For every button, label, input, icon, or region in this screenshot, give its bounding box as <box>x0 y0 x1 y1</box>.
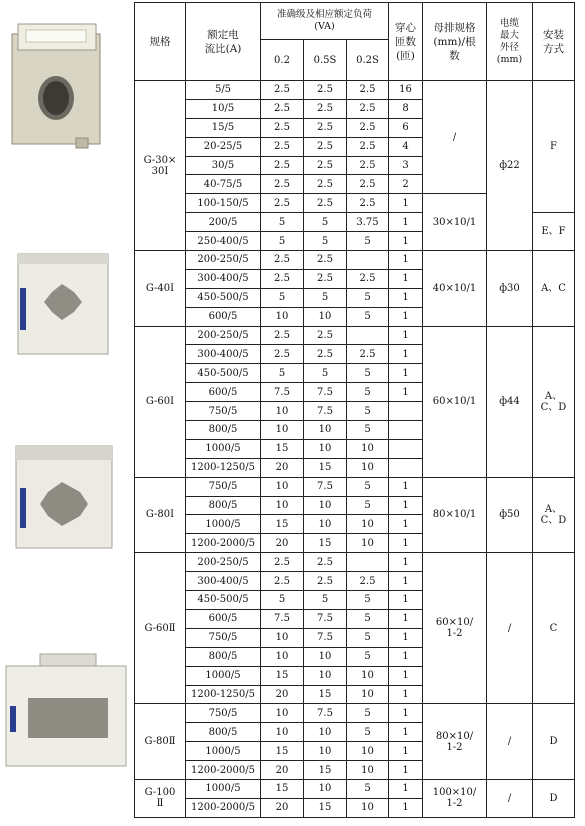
acc-0.2s-cell: 10 <box>347 666 389 685</box>
acc-0.2s-cell: 2.5 <box>347 99 389 118</box>
acc-0.2s-cell: 5 <box>347 779 389 798</box>
acc-0.5s-cell: 2.5 <box>304 194 347 213</box>
cable-cell: / <box>487 553 533 704</box>
turns-cell: 1 <box>389 779 423 798</box>
acc-0.2s-cell: 5 <box>347 232 389 251</box>
acc-0.5s-cell: 10 <box>304 515 347 534</box>
ratio-cell: 1200-1250/5 <box>186 458 261 477</box>
acc-0.2s-cell: 5 <box>347 383 389 402</box>
busbar-cell: 40×10/1 <box>423 251 487 327</box>
acc-0.5s-cell: 2.5 <box>304 137 347 156</box>
turns-cell: 3 <box>389 156 423 175</box>
photo-g80-100-transformer <box>2 652 130 770</box>
acc-0.2s-cell: 5 <box>347 496 389 515</box>
acc-0.2s-cell <box>347 553 389 572</box>
turns-cell: 1 <box>389 194 423 213</box>
acc-0.2s-cell: 2.5 <box>347 118 389 137</box>
acc-0.5s-cell: 10 <box>304 742 347 761</box>
acc-0.5s-cell: 10 <box>304 307 347 326</box>
model-cell: G-30× 30I <box>135 81 186 251</box>
acc-0.5s-cell: 2.5 <box>304 99 347 118</box>
turns-cell: 1 <box>389 609 423 628</box>
acc-0.2s-cell: 5 <box>347 288 389 307</box>
ratio-cell: 15/5 <box>186 118 261 137</box>
mount-cell: E、F <box>533 213 575 251</box>
turns-cell: 1 <box>389 269 423 288</box>
acc-0.5s-cell: 7.5 <box>304 383 347 402</box>
acc-0.2-cell: 10 <box>261 496 304 515</box>
acc-0.2s-cell: 5 <box>347 704 389 723</box>
acc-0.2s-cell: 5 <box>347 477 389 496</box>
mount-cell: F <box>533 81 575 213</box>
turns-cell: 1 <box>389 553 423 572</box>
table-row <box>135 553 575 572</box>
turns-cell: 1 <box>389 326 423 345</box>
ratio-cell: 1000/5 <box>186 515 261 534</box>
acc-0.5s-cell: 7.5 <box>304 477 347 496</box>
acc-0.2-cell: 2.5 <box>261 572 304 591</box>
ratio-cell: 800/5 <box>186 496 261 515</box>
turns-cell: 1 <box>389 572 423 591</box>
ratio-cell: 450-500/5 <box>186 591 261 610</box>
acc-0.2-cell: 7.5 <box>261 609 304 628</box>
ratio-cell: 800/5 <box>186 421 261 440</box>
ratio-cell: 250-400/5 <box>186 232 261 251</box>
acc-0.5s-cell: 2.5 <box>304 156 347 175</box>
model-cell: G-60I <box>135 326 186 477</box>
header-acc-0.5s: 0.5S <box>304 40 347 81</box>
header-acc-0.2: 0.2 <box>261 40 304 81</box>
acc-0.2s-cell: 5 <box>347 364 389 383</box>
ratio-cell: 1200-2000/5 <box>186 761 261 780</box>
cable-cell: ф44 <box>487 326 533 477</box>
acc-0.2-cell: 20 <box>261 761 304 780</box>
acc-0.2-cell: 10 <box>261 628 304 647</box>
photo-g30-transformer <box>4 20 114 160</box>
turns-cell: 1 <box>389 685 423 704</box>
acc-0.2s-cell <box>347 251 389 270</box>
table-row <box>135 251 575 270</box>
ratio-cell: 5/5 <box>186 81 261 100</box>
turns-cell <box>389 458 423 477</box>
acc-0.2-cell: 2.5 <box>261 251 304 270</box>
acc-0.5s-cell: 2.5 <box>304 345 347 364</box>
ratio-cell: 200-250/5 <box>186 326 261 345</box>
acc-0.2s-cell: 2.5 <box>347 81 389 100</box>
acc-0.2-cell: 10 <box>261 307 304 326</box>
acc-0.5s-cell: 7.5 <box>304 628 347 647</box>
ratio-cell: 600/5 <box>186 609 261 628</box>
acc-0.5s-cell: 5 <box>304 232 347 251</box>
busbar-cell: 80×10/ 1-2 <box>423 704 487 780</box>
ratio-cell: 1000/5 <box>186 439 261 458</box>
acc-0.2-cell: 7.5 <box>261 383 304 402</box>
turns-cell: 1 <box>389 723 423 742</box>
table-row <box>135 326 575 345</box>
acc-0.2-cell: 10 <box>261 421 304 440</box>
acc-0.2s-cell: 2.5 <box>347 175 389 194</box>
acc-0.2s-cell: 5 <box>347 421 389 440</box>
ratio-cell: 800/5 <box>186 647 261 666</box>
acc-0.2-cell: 5 <box>261 232 304 251</box>
acc-0.2s-cell: 5 <box>347 723 389 742</box>
cable-cell: ф50 <box>487 477 533 553</box>
table-row <box>135 81 575 100</box>
acc-0.2s-cell: 5 <box>347 647 389 666</box>
ratio-cell: 300-400/5 <box>186 345 261 364</box>
turns-cell: 1 <box>389 307 423 326</box>
acc-0.5s-cell: 2.5 <box>304 572 347 591</box>
turns-cell: 16 <box>389 81 423 100</box>
turns-cell: 6 <box>389 118 423 137</box>
acc-0.5s-cell: 10 <box>304 647 347 666</box>
ratio-cell: 1000/5 <box>186 779 261 798</box>
acc-0.2s-cell: 2.5 <box>347 572 389 591</box>
header-row-1 <box>135 3 575 40</box>
turns-cell: 1 <box>389 798 423 817</box>
acc-0.2s-cell: 3.75 <box>347 213 389 232</box>
acc-0.5s-cell: 7.5 <box>304 402 347 421</box>
acc-0.2s-cell: 2.5 <box>347 156 389 175</box>
acc-0.5s-cell: 15 <box>304 761 347 780</box>
ratio-cell: 750/5 <box>186 402 261 421</box>
busbar-cell: 100×10/ 1-2 <box>423 779 487 817</box>
ratio-cell: 450-500/5 <box>186 288 261 307</box>
turns-cell: 1 <box>389 251 423 270</box>
acc-0.2-cell: 15 <box>261 439 304 458</box>
acc-0.2s-cell: 5 <box>347 591 389 610</box>
turns-cell: 4 <box>389 137 423 156</box>
ratio-cell: 30/5 <box>186 156 261 175</box>
acc-0.2-cell: 2.5 <box>261 99 304 118</box>
acc-0.5s-cell: 5 <box>304 364 347 383</box>
table-row <box>135 477 575 496</box>
ratio-cell: 200-250/5 <box>186 553 261 572</box>
acc-0.2s-cell: 10 <box>347 685 389 704</box>
turns-cell: 8 <box>389 99 423 118</box>
acc-0.2s-cell: 10 <box>347 534 389 553</box>
acc-0.5s-cell: 10 <box>304 421 347 440</box>
ratio-cell: 200/5 <box>186 213 261 232</box>
turns-cell <box>389 402 423 421</box>
acc-0.5s-cell: 2.5 <box>304 251 347 270</box>
header-turns: 穿心 匝数 (匝) <box>389 3 423 81</box>
acc-0.2s-cell: 5 <box>347 609 389 628</box>
acc-0.5s-cell: 2.5 <box>304 269 347 288</box>
header-rated-current: 额定电 流比(A) <box>186 3 261 81</box>
acc-0.2s-cell: 2.5 <box>347 137 389 156</box>
acc-0.2s-cell: 10 <box>347 798 389 817</box>
acc-0.2-cell: 2.5 <box>261 345 304 364</box>
busbar-cell: 60×10/1 <box>423 326 487 477</box>
turns-cell: 1 <box>389 647 423 666</box>
acc-0.5s-cell: 2.5 <box>304 553 347 572</box>
model-cell: G-40I <box>135 251 186 327</box>
turns-cell: 1 <box>389 666 423 685</box>
ratio-cell: 750/5 <box>186 704 261 723</box>
ratio-cell: 800/5 <box>186 723 261 742</box>
ratio-cell: 40-75/5 <box>186 175 261 194</box>
turns-cell: 1 <box>389 477 423 496</box>
photo-g40-transformer <box>12 248 116 360</box>
acc-0.5s-cell: 15 <box>304 534 347 553</box>
acc-0.2-cell: 5 <box>261 288 304 307</box>
acc-0.2s-cell: 10 <box>347 515 389 534</box>
spec-table <box>134 2 575 818</box>
acc-0.5s-cell: 2.5 <box>304 326 347 345</box>
mount-cell: A、C <box>533 251 575 327</box>
acc-0.2s-cell: 2.5 <box>347 345 389 364</box>
turns-cell: 1 <box>389 591 423 610</box>
ratio-cell: 100-150/5 <box>186 194 261 213</box>
acc-0.5s-cell: 15 <box>304 685 347 704</box>
acc-0.2-cell: 20 <box>261 798 304 817</box>
turns-cell: 1 <box>389 383 423 402</box>
busbar-cell: / <box>423 81 487 194</box>
turns-cell <box>389 439 423 458</box>
ratio-cell: 750/5 <box>186 628 261 647</box>
acc-0.2s-cell: 5 <box>347 402 389 421</box>
ratio-cell: 600/5 <box>186 383 261 402</box>
acc-0.2-cell: 2.5 <box>261 118 304 137</box>
acc-0.2-cell: 10 <box>261 477 304 496</box>
acc-0.5s-cell: 7.5 <box>304 609 347 628</box>
acc-0.5s-cell: 5 <box>304 591 347 610</box>
acc-0.2-cell: 2.5 <box>261 81 304 100</box>
ratio-cell: 300-400/5 <box>186 269 261 288</box>
acc-0.2s-cell: 10 <box>347 742 389 761</box>
acc-0.2-cell: 15 <box>261 515 304 534</box>
mount-cell: D <box>533 704 575 780</box>
turns-cell: 1 <box>389 232 423 251</box>
acc-0.2-cell: 2.5 <box>261 137 304 156</box>
acc-0.5s-cell: 2.5 <box>304 118 347 137</box>
busbar-cell: 30×10/1 <box>423 194 487 251</box>
table-row <box>135 704 575 723</box>
acc-0.2s-cell: 10 <box>347 458 389 477</box>
turns-cell: 2 <box>389 175 423 194</box>
mount-cell: A、 C、D <box>533 477 575 553</box>
mount-cell: D <box>533 779 575 817</box>
acc-0.2-cell: 5 <box>261 364 304 383</box>
model-cell: G-60Ⅱ <box>135 553 186 704</box>
acc-0.2-cell: 10 <box>261 723 304 742</box>
ratio-cell: 1000/5 <box>186 666 261 685</box>
acc-0.2-cell: 20 <box>261 534 304 553</box>
ratio-cell: 20-25/5 <box>186 137 261 156</box>
acc-0.2s-cell: 10 <box>347 761 389 780</box>
acc-0.2-cell: 15 <box>261 779 304 798</box>
turns-cell: 1 <box>389 345 423 364</box>
cable-cell: ф22 <box>487 81 533 251</box>
header-accuracy-group: 准确级及相应额定负荷 (VA) <box>261 3 389 40</box>
acc-0.5s-cell: 10 <box>304 496 347 515</box>
acc-0.2-cell: 2.5 <box>261 175 304 194</box>
turns-cell: 1 <box>389 761 423 780</box>
acc-0.5s-cell: 10 <box>304 439 347 458</box>
cable-cell: / <box>487 704 533 780</box>
model-cell: G-100 Ⅱ <box>135 779 186 817</box>
acc-0.2-cell: 2.5 <box>261 326 304 345</box>
acc-0.5s-cell: 10 <box>304 779 347 798</box>
turns-cell: 1 <box>389 213 423 232</box>
acc-0.5s-cell: 2.5 <box>304 175 347 194</box>
photo-g60-transformer <box>10 440 120 554</box>
ratio-cell: 1200-2000/5 <box>186 798 261 817</box>
acc-0.2-cell: 10 <box>261 402 304 421</box>
model-cell: G-80Ⅱ <box>135 704 186 780</box>
turns-cell: 1 <box>389 628 423 647</box>
ratio-cell: 600/5 <box>186 307 261 326</box>
mount-cell: C <box>533 553 575 704</box>
turns-cell <box>389 421 423 440</box>
acc-0.2s-cell <box>347 326 389 345</box>
acc-0.2-cell: 5 <box>261 213 304 232</box>
turns-cell: 1 <box>389 704 423 723</box>
acc-0.5s-cell: 15 <box>304 458 347 477</box>
turns-cell: 1 <box>389 742 423 761</box>
acc-0.5s-cell: 5 <box>304 288 347 307</box>
product-photos-column <box>0 0 134 826</box>
turns-cell: 1 <box>389 288 423 307</box>
turns-cell: 1 <box>389 534 423 553</box>
cable-cell: / <box>487 779 533 817</box>
acc-0.2-cell: 15 <box>261 666 304 685</box>
ratio-cell: 1200-1250/5 <box>186 685 261 704</box>
ratio-cell: 200-250/5 <box>186 251 261 270</box>
acc-0.5s-cell: 7.5 <box>304 704 347 723</box>
acc-0.2-cell: 2.5 <box>261 156 304 175</box>
acc-0.5s-cell: 10 <box>304 723 347 742</box>
header-mount: 安装 方式 <box>533 3 575 81</box>
acc-0.2-cell: 2.5 <box>261 553 304 572</box>
acc-0.2-cell: 2.5 <box>261 194 304 213</box>
acc-0.5s-cell: 10 <box>304 666 347 685</box>
mount-cell: A、 C、D <box>533 326 575 477</box>
acc-0.2-cell: 10 <box>261 704 304 723</box>
model-cell: G-80I <box>135 477 186 553</box>
acc-0.2s-cell: 5 <box>347 628 389 647</box>
turns-cell: 1 <box>389 496 423 515</box>
acc-0.2-cell: 2.5 <box>261 269 304 288</box>
ratio-cell: 450-500/5 <box>186 364 261 383</box>
ratio-cell: 1200-2000/5 <box>186 534 261 553</box>
ratio-cell: 750/5 <box>186 477 261 496</box>
busbar-cell: 60×10/ 1-2 <box>423 553 487 704</box>
acc-0.5s-cell: 2.5 <box>304 81 347 100</box>
acc-0.2-cell: 15 <box>261 742 304 761</box>
acc-0.2-cell: 20 <box>261 685 304 704</box>
ratio-cell: 1000/5 <box>186 742 261 761</box>
header-busbar: 母排规格 (mm)/根 数 <box>423 3 487 81</box>
acc-0.2s-cell: 5 <box>347 307 389 326</box>
turns-cell: 1 <box>389 515 423 534</box>
acc-0.2-cell: 5 <box>261 591 304 610</box>
busbar-cell: 80×10/1 <box>423 477 487 553</box>
table-row <box>135 779 575 798</box>
ratio-cell: 10/5 <box>186 99 261 118</box>
acc-0.2s-cell: 2.5 <box>347 194 389 213</box>
acc-0.2-cell: 10 <box>261 647 304 666</box>
header-cable: 电缆 最大 外径 (mm) <box>487 3 533 81</box>
acc-0.5s-cell: 15 <box>304 798 347 817</box>
acc-0.2s-cell: 2.5 <box>347 269 389 288</box>
acc-0.2-cell: 20 <box>261 458 304 477</box>
ratio-cell: 300-400/5 <box>186 572 261 591</box>
turns-cell: 1 <box>389 364 423 383</box>
acc-0.2s-cell: 10 <box>347 439 389 458</box>
header-model: 规格 <box>135 3 186 81</box>
cable-cell: ф30 <box>487 251 533 327</box>
acc-0.5s-cell: 5 <box>304 213 347 232</box>
header-acc-0.2s: 0.2S <box>347 40 389 81</box>
